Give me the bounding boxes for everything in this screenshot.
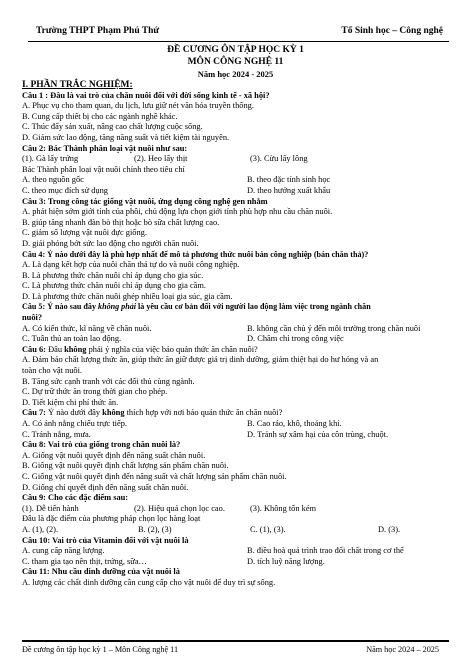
q1-option-a: A. Phục vụ cho tham quan, du lịch, lưu giữ nét văn hóa truyền thống. [22,101,254,111]
question-5 [22,302,447,313]
q7-option-a: A. Có ánh nắng chiếu trực tiếp. [22,419,128,428]
q10-option-c: C. tham gia tạo nên thịt, trứng, sữa… [22,556,147,566]
question-9: Câu 9: Cho các đặc điểm sau: [22,493,129,503]
q7-option-d: D. Tránh sự xâm hại của côn trùng, chuột. [247,429,389,439]
q7-option-b: B. Cao ráo, khô, thoáng khí. [247,419,342,428]
page-header [28,26,449,42]
q7-emphasis: không [102,408,125,418]
school-name: Trường THPT Phạm Phú Thứ [36,26,160,36]
q3-option-c: C. giảm số lượng vật nuôi đực giống. [22,228,147,238]
q6-option-c: C. Dự trữ thức ăn trong thời gian cho phép. [22,387,168,397]
question-3: Câu 3: Trong công tác giống vật nuôi, ứng dụng công nghệ gen nhằm [22,196,268,206]
q6-option-d: D. Tiết kiệm chi phí thức ăn. [22,397,119,407]
question-11: Câu 11: Nhu cầu dinh dưỡng của vật nuôi là [22,567,180,577]
q5-option-c: C. Tuân thủ an toàn lao động. [22,334,122,344]
q7-options-ab [22,419,447,430]
q11-option-a: A. lượng các chất dinh dưỡng cần cung cấp cho vật nuôi để duy trì sự sống. [22,577,276,587]
q5-option-d: D. Chăm chỉ trong công việc [247,334,344,344]
q9-items [22,504,447,515]
q2-options-cd [22,186,447,197]
q10-option-a: A. cung cấp năng lượng. [22,546,105,556]
question-6 [22,345,447,356]
q1-option-d: D. Giảm sức lao động, tăng năng suất và tiết kiệm tài nguyên. [22,132,230,142]
q6-text-2: phải ý nghĩa của việc bảo quản thức ăn chăn nuôi? [86,344,258,354]
q9-item-1: (1). Dễ tiến hành [22,503,79,513]
q5-emphasis: không phải [98,302,137,312]
q5-option-b: B. không cần chủ ý đến môi trường trong chăn nuôi [247,323,421,333]
q6-option-b: B. Tăng sức cạnh tranh với các đối thủ cùng ngành. [22,376,195,386]
q8-option-d: D. Giống chỉ quyết định đến năng suất chăn nuôi. [22,482,189,492]
q10-options-cd [22,557,447,568]
q3-option-a: A. phát hiện sớm giới tính của phôi, chủ động lựa chọn giới tính phù hợp nhu cầu chăn nuôi. [22,207,333,217]
q6-text-1: Đâu [48,344,65,354]
q7-option-c: C. Tránh nắng, mưa. [22,429,91,439]
q10-option-d: D. tích luỹ năng lượng. [247,556,325,566]
q9-option-d: D. (3). [378,524,401,534]
q4-option-a: A. Là dạng kết hợp của nuôi chăn thả tự do và nuôi công nghiệp. [22,260,240,270]
q2-item-1: (1). Gà lấy trứng [22,154,79,164]
question-7 [22,408,447,419]
q8-option-c: C. Giống vật nuôi quyết định đến năng suất và chất lượng sản phẩm chăn nuôi. [22,471,287,481]
q4-option-b: B. Là phương thức chăn nuôi chỉ áp dụng cho gia súc. [22,270,204,280]
q2-item-2: (2). Heo lấy thịt [134,154,188,164]
q6-emphasis: không [64,344,87,354]
question-10: Câu 10: Vai trò của Vitamin đối với vật nuôi là [22,535,189,545]
doc-title: ĐỀ CƯƠNG ÔN TẬP HỌC KỲ 1 [167,45,304,55]
q4-option-c: C. Là phương thức chăn nuôi chỉ áp dụng cho gia cầm. [22,281,206,291]
question-8: Câu 8: Vai trò của giống trong chăn nuôi là? [22,440,181,450]
q5-text-2: là yêu cầu cơ bản đối với người lao động làm việc trong ngành chăn [136,302,371,312]
q2-options-ab [22,175,447,186]
q9-options [22,525,447,536]
q6-label: Câu 6: [22,344,49,354]
question-4: Câu 4: Ý nào dưới đây là phù hợp nhất để mô tả phương thức nuôi bán công nghiệp (bán chăn thả)? [22,249,369,259]
q2-item-3: (3). Cừu lấy lông [250,154,308,164]
q2-option-a: A. theo nguồn gốc [22,175,84,185]
footer-left: Đề cương ôn tập học kỳ 1 – Môn Công nghệ 11 [22,645,179,654]
q9-option-c: C. (1), (3). [250,524,286,534]
footer-right: Năm học 2024 – 2025 [366,645,439,654]
q5-option-a: A. Có kiến thức, kĩ năng về chăn nuôi. [22,323,152,333]
q1-option-b: B. Cung cấp thiết bị cho các ngành nghề khác. [22,111,178,121]
document-body [22,80,447,589]
header-rule [28,41,449,42]
q9-item-2: (2). Hiệu quả chọn lọc cao. [134,503,225,513]
q2-stem: Bác Thành phân loại vật nuôi chính theo tiêu chí [22,164,185,174]
q2-items [22,154,447,165]
q2-option-c: C. theo mục đích sử dụng [22,185,108,195]
q10-options-ab [22,546,447,557]
doc-subject: MÔN CÔNG NGHỆ 11 [187,57,284,67]
q6-option-a: A. Đảm bảo chất lượng thức ăn, giúp thức ăn giữ được giá trị dinh dưỡng, giảm thiệt hại do hư hỏng và an [22,355,379,365]
q8-option-b: B. Giống vật nuôi quyết định chất lượng sản phẩm chăn nuôi. [22,461,229,471]
q5-text-1: Câu 5: Ý nào sau đây [22,302,99,312]
question-5-cont: nuôi? [22,313,43,323]
q5-options-cd [22,334,447,345]
q4-option-d: D. Là phương thức chăn nuôi ghép nhiều loại gia súc, gia cầm. [22,291,233,301]
footer-rule [22,640,449,642]
q7-text-2: thích hợp với nơi bảo quản thức ăn chăn nuôi? [124,408,283,418]
q3-option-d: D. giải phóng bớt sức lao động cho người chăn nuôi. [22,238,199,248]
q7-options-cd [22,430,447,441]
question-2: Câu 2: Bác Thành phân loại vật nuôi như sau: [22,143,188,153]
q10-option-b: B. điều hoà quá trình trao đổi chất trong cơ thể [247,546,404,556]
q2-option-b: B. theo đặc tính sinh học [247,175,331,185]
q1-option-c: C. Thúc đẩy sản xuất, nâng cao chất lượng cuộc sống. [22,122,203,132]
q5-options-ab [22,324,447,335]
q7-label: Câu 7: [22,408,49,418]
q3-option-b: B. giúp tăng nhanh đàn bò thịt hoặc bò sữa chất lượng cao. [22,217,220,227]
q9-option-b: B. (2), (3) [138,524,172,534]
department-name: Tổ Sinh học – Công nghệ [341,26,443,36]
q6-option-a-cont: toàn cho vật nuôi. [22,366,83,376]
q2-option-d: D. theo hướng xuất khẩu [247,185,331,195]
section-heading: I. PHẦN TRẮC NGHIỆM: [22,80,133,90]
q9-option-a: A. (1), (2). [22,524,59,534]
doc-year: Năm học 2024 - 2025 [197,69,274,79]
q7-text-1: Ý nào dưới đây [48,408,103,418]
q9-item-3: (3). Không tốn kém [250,503,317,513]
q9-stem: Đâu là đặc điểm của phương pháp chọn lọc hàng loạt [22,514,201,524]
q8-option-a: A. Giống vật nuôi quyết định đến năng suất chăn nuôi. [22,450,206,460]
question-1: Câu 1 : Đâu là vai trò của chăn nuôi đối với đời sống kinh tế - xã hội? [22,90,270,100]
